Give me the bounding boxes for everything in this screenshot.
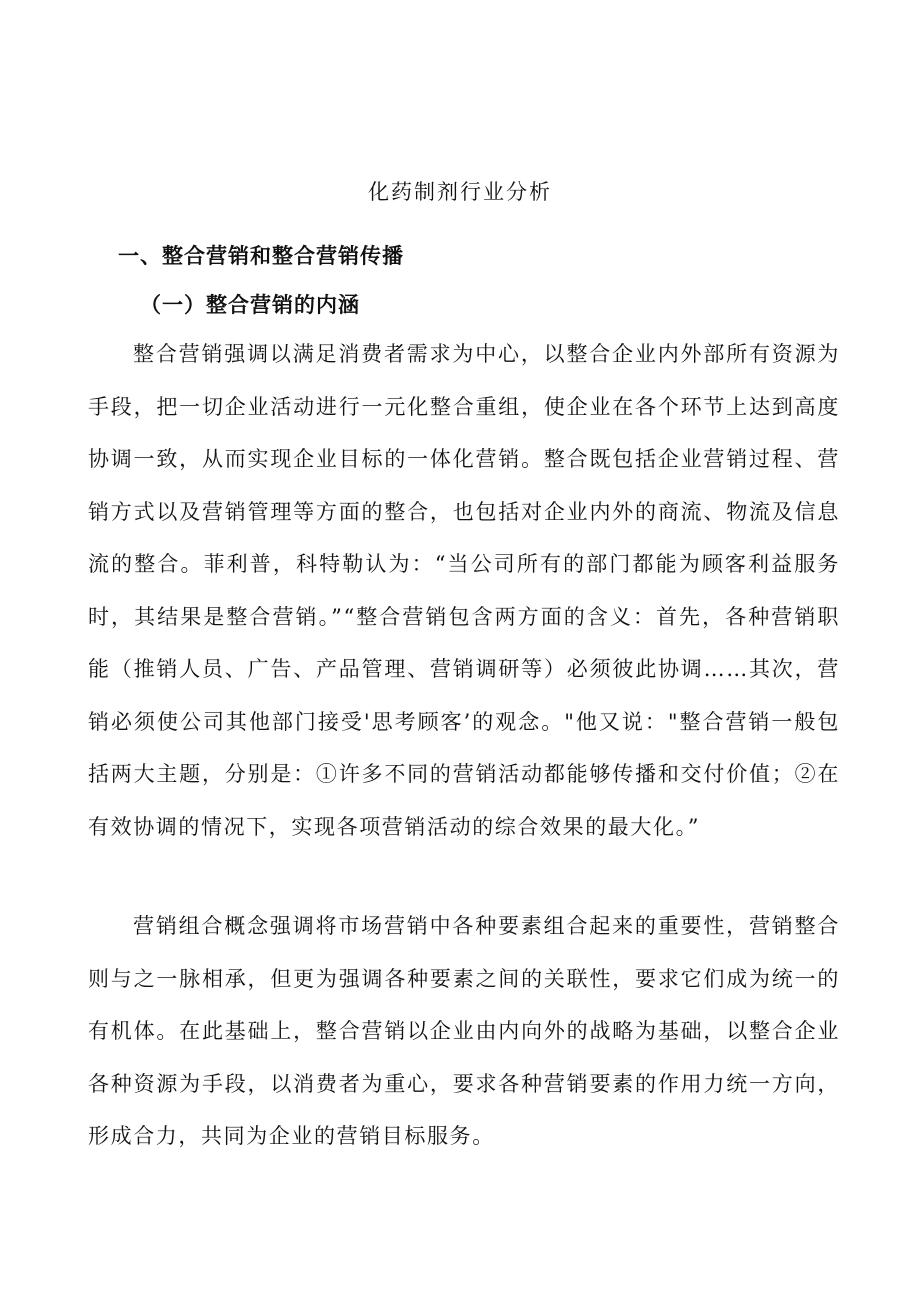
body-paragraph-1: 整合营销强调以满足消费者需求为中心，以整合企业内外部所有资源为手段，把一切企业活动进行一元化整合重组，使企业在各个环节上达到高度协调一致，从而实现企业目标的一体化营销。整合既包括企业营销过程、营销方式以及营销管理等方面的整合，也包括对企业内外的商流、物流及信息流的整合。菲利普，科特勒认为：“当公司所有的部门都能为顾客利益服务时，其结果是整合营销。”“整合营销包含两方面的含义：首先，各种营销职能（推销人员、广告、产品管理、营销调研等）必须彼此协调……其次，营销必须使公司其他部门接受'思考顾客’的观念。"他又说："整合营销一般包括两大主题，分别是：①许多不同的营销活动都能够传播和交付价值；②在有效协调的情况下，实现各项营销活动的综合效果的最大化。” [88, 342, 840, 839]
document-title: 化药制剂行业分析 [368, 180, 552, 204]
subsection-heading: （一）整合营销的内涵 [140, 292, 360, 317]
section-heading: 一、整合营销和整合营销传播 [118, 243, 404, 268]
body-paragraph-2: 营销组合概念强调将市场营销中各种要素组合起来的重要性，营销整合则与之一脉相承，但更为强调各种要素之间的关联性，要求它们成为统一的有机体。在此基础上，整合营销以企业由内向外的战略为基础，以整合企业各种资源为手段，以消费者为重心，要求各种营销要素的作用力统一方向，形成合力，共同为企业的营销目标服务。 [88, 914, 840, 1148]
